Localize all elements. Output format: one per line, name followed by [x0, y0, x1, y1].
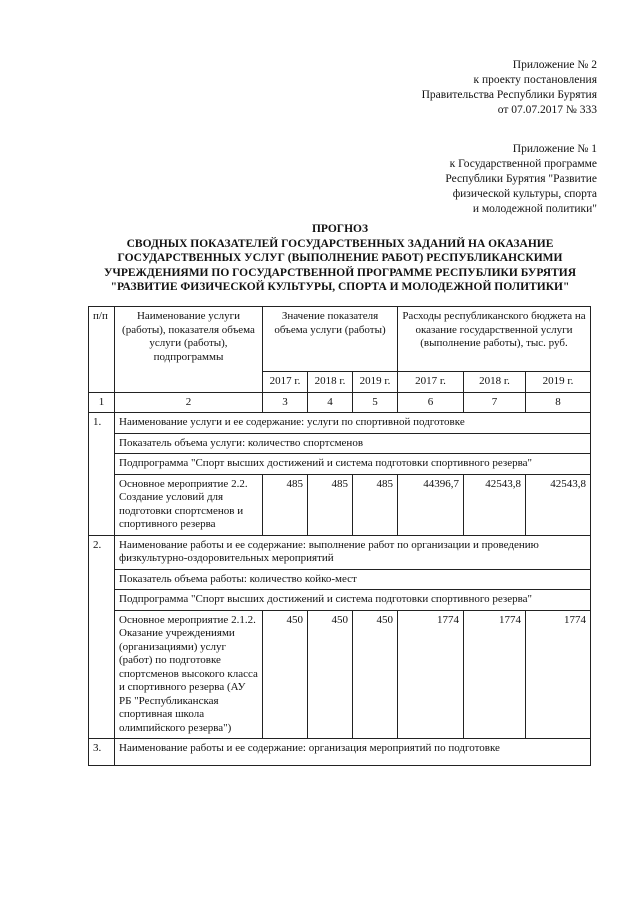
annex-line: к Государственной программе: [449, 158, 597, 170]
section-num: 3.: [89, 739, 115, 766]
header-expenses: Расходы республиканского бюджета на оказание государственной услуги (выполнение работы), тыс. руб.: [398, 307, 591, 372]
column-number: 6: [398, 392, 464, 413]
subprogram-row: [89, 590, 591, 611]
value-cell: 485: [263, 474, 308, 535]
value-cell: 450: [308, 610, 353, 739]
column-number: 3: [263, 392, 308, 413]
section-row: [89, 413, 591, 434]
document-title: [80, 222, 600, 295]
annex-2-header: [422, 58, 597, 118]
annex-line: Республики Бурятия "Развитие: [445, 173, 597, 185]
annex-line: Правительства Республики Бурятия: [421, 89, 597, 101]
forecast-table: [88, 306, 591, 766]
header-year: 2017 г.: [398, 372, 464, 393]
value-cell: 450: [263, 610, 308, 739]
header-name: Наименование услуги (работы), показателя объема услуги (работы), подпрограммы: [115, 307, 263, 393]
column-number: 4: [308, 392, 353, 413]
title-line: УЧРЕЖДЕНИЯМИ ПО ГОСУДАРСТВЕННОЙ ПРОГРАММЕ РЕСПУБЛИКИ БУРЯТИЯ: [103, 266, 577, 279]
column-number: 5: [353, 392, 398, 413]
activity-name: Основное мероприятие 2.2. Создание условий для подготовки спортсменов и спортивного резерва: [115, 474, 263, 535]
value-cell: 44396,7: [398, 474, 464, 535]
value-cell: 42543,8: [526, 474, 591, 535]
annex-line: и молодежной политики": [472, 203, 597, 215]
indicator-row: [89, 433, 591, 454]
subprogram-name: Подпрограмма "Спорт высших достижений и система подготовки спортивного резерва": [115, 590, 591, 611]
column-number: 2: [115, 392, 263, 413]
header-year: 2017 г.: [263, 372, 308, 393]
service-name: Наименование работы и ее содержание: организация мероприятий по подготовке: [115, 739, 591, 766]
value-cell: 1774: [398, 610, 464, 739]
subprogram-row: [89, 454, 591, 475]
section-num: 1.: [89, 413, 115, 536]
table-header-row: [89, 307, 591, 372]
header-year: 2019 г.: [526, 372, 591, 393]
section-row: [89, 739, 591, 766]
indicator-name: Показатель объема услуги: количество спортсменов: [115, 433, 591, 454]
section-row: [89, 535, 591, 569]
column-number-row: [89, 392, 591, 413]
title-line: "РАЗВИТИЕ ФИЗИЧЕСКОЙ КУЛЬТУРЫ, СПОРТА И МОЛОДЕЖНОЙ ПОЛИТИКИ": [110, 281, 570, 293]
value-cell: 485: [308, 474, 353, 535]
service-name: Наименование услуги и ее содержание: услуги по спортивной подготовке: [115, 413, 591, 434]
value-cell: 485: [353, 474, 398, 535]
header-volume: Значение показателя объема услуги (работы): [263, 307, 398, 372]
header-num: п/п: [89, 307, 115, 393]
annex-1-header: [445, 142, 597, 217]
activity-row: [89, 610, 591, 739]
column-number: 7: [464, 392, 526, 413]
annex-line: Приложение № 2: [512, 59, 597, 71]
header-year: 2018 г.: [308, 372, 353, 393]
title-line: ПРОГНОЗ: [311, 223, 369, 235]
header-year: 2018 г.: [464, 372, 526, 393]
header-year: 2019 г.: [353, 372, 398, 393]
column-number: 8: [526, 392, 591, 413]
value-cell: 450: [353, 610, 398, 739]
indicator-row: [89, 569, 591, 590]
annex-line: физической культуры, спорта: [452, 188, 597, 200]
value-cell: 42543,8: [464, 474, 526, 535]
annex-line: от 07.07.2017 № 333: [497, 104, 597, 116]
title-line: ГОСУДАРСТВЕННЫХ УСЛУГ (ВЫПОЛНЕНИЕ РАБОТ) РЕСПУБЛИКАНСКИМИ: [117, 252, 563, 264]
annex-line: Приложение № 1: [512, 143, 597, 155]
service-name: Наименование работы и ее содержание: выполнение работ по организации и проведению физкультурно-оздоровительных мероприятий: [115, 535, 591, 569]
subprogram-name: Подпрограмма "Спорт высших достижений и система подготовки спортивного резерва": [115, 454, 591, 475]
value-cell: 1774: [464, 610, 526, 739]
value-cell: 1774: [526, 610, 591, 739]
column-number: 1: [89, 392, 115, 413]
indicator-name: Показатель объема работы: количество койко-мест: [115, 569, 591, 590]
annex-line: к проекту постановления: [473, 74, 597, 86]
activity-row: [89, 474, 591, 535]
activity-name: Основное мероприятие 2.1.2. Оказание учреждениями (организациями) услуг (работ) по подготовке спортсменов высокого класса и спортивного резерва (АУ РБ "Республиканская спортивная школа олимпийского резерва"): [115, 610, 263, 739]
title-line: СВОДНЫХ ПОКАЗАТЕЛЕЙ ГОСУДАРСТВЕННЫХ ЗАДАНИЙ НА ОКАЗАНИЕ: [126, 237, 554, 250]
section-num: 2.: [89, 535, 115, 739]
